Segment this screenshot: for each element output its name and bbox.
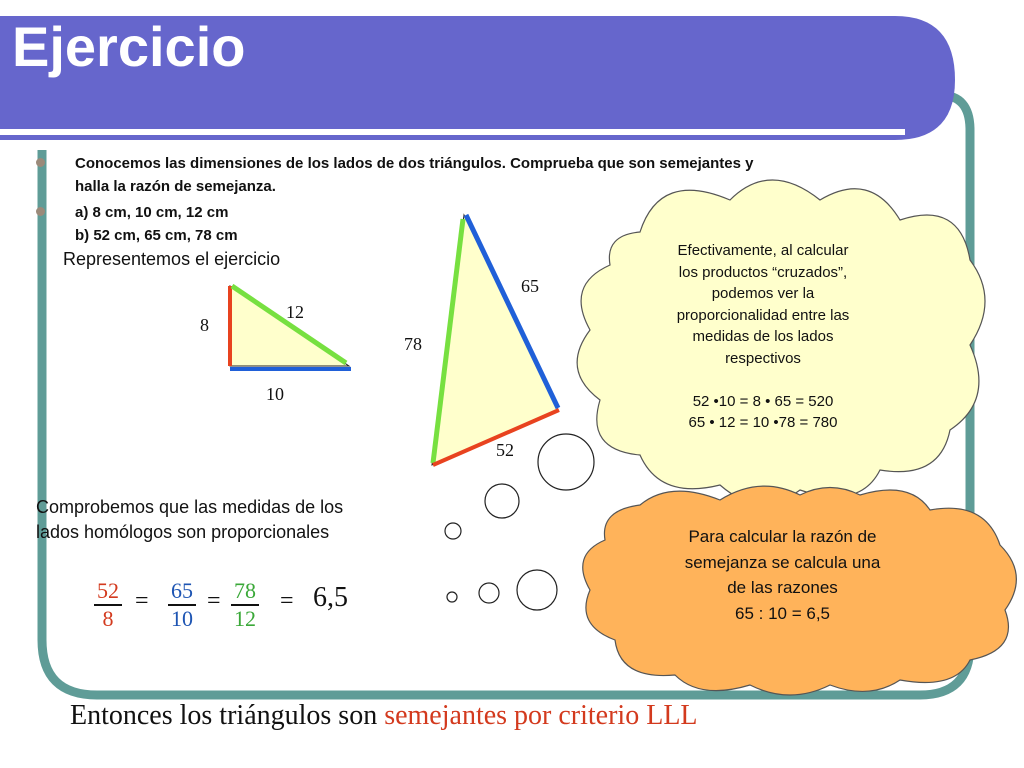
small-label-10: 10 — [266, 384, 284, 404]
big-triangle — [432, 215, 558, 465]
yellow-cloud-line: 65 • 12 = 10 •78 = 780 — [688, 414, 838, 432]
yellow-cloud-line: podemos ver la — [711, 285, 815, 303]
orange-cloud-line: 65 : 10 = 6,5 — [735, 603, 830, 623]
page-title: Ejercicio — [12, 15, 246, 78]
ratio-78-12 — [225, 578, 265, 632]
represent-label: Representemos el ejercicio — [63, 249, 281, 269]
bullet-1-line-1: Conocemos las dimensiones de los lados de dos triángulos. Comprueba que son semejantes y — [75, 155, 754, 172]
ratio-52-8 — [88, 578, 128, 632]
orange-cloud-line: semejanza se calcula una — [684, 552, 881, 572]
conclusion-prefix: Entonces los triángulos son — [70, 700, 385, 731]
ratio-denominator: 12 — [234, 606, 256, 631]
bullet-2-line-1: a) 8 cm, 10 cm, 12 cm — [75, 204, 229, 221]
yellow-cloud-line: medidas de los lados — [692, 328, 834, 346]
yellow-cloud-line: proporcionalidad entre las — [676, 306, 850, 324]
ratio-numerator: 65 — [171, 578, 193, 603]
ratio-numerator: 78 — [234, 578, 256, 603]
yellow-cloud-line: 52 •10 = 8 • 65 = 520 — [692, 392, 834, 410]
ratio-result: 6,5 — [313, 582, 348, 613]
compare-line-2: lados homólogos son proporcionales — [36, 522, 330, 542]
yellow-cloud-line: Efectivamente, al calcular — [677, 242, 849, 259]
equals-sign: = — [135, 588, 149, 614]
small-label-8: 8 — [200, 315, 209, 335]
bullet-1-line-2: halla la razón de semejanza. — [75, 178, 276, 195]
thought-bubble — [538, 434, 594, 490]
thought-bubble — [517, 570, 557, 610]
yellow-cloud-line: los productos “cruzados”, — [678, 263, 848, 281]
ratio-numerator: 52 — [97, 578, 119, 603]
ratio-denominator: 8 — [102, 606, 114, 631]
equals-sign: = — [280, 588, 294, 614]
conclusion-text — [70, 700, 698, 732]
ratio-65-10 — [162, 578, 202, 632]
small-label-12: 12 — [286, 302, 304, 322]
equals-sign: = — [207, 588, 221, 614]
bullet-2-line-2: b) 52 cm, 65 cm, 78 cm — [75, 227, 238, 244]
ratio-denominator: 10 — [171, 606, 193, 631]
orange-cloud-line: Para calcular la razón de — [688, 527, 877, 546]
thought-bubble — [445, 523, 461, 539]
yellow-cloud-line — [628, 370, 898, 391]
big-label-52: 52 — [496, 440, 514, 460]
big-label-65: 65 — [521, 276, 539, 296]
orange-cloud-text — [640, 524, 925, 626]
yellow-cloud-text — [628, 240, 898, 434]
compare-line-1: Comprobemos que las medidas de los — [36, 497, 344, 517]
thought-bubble — [479, 583, 499, 603]
big-label-78: 78 — [404, 334, 422, 354]
orange-cloud-line: de las razones — [727, 578, 838, 597]
yellow-cloud-line: respectivos — [725, 349, 801, 367]
conclusion-criterion: semejantes por criterio LLL — [384, 700, 698, 731]
thought-bubble — [447, 592, 457, 602]
thought-bubble — [485, 484, 519, 518]
